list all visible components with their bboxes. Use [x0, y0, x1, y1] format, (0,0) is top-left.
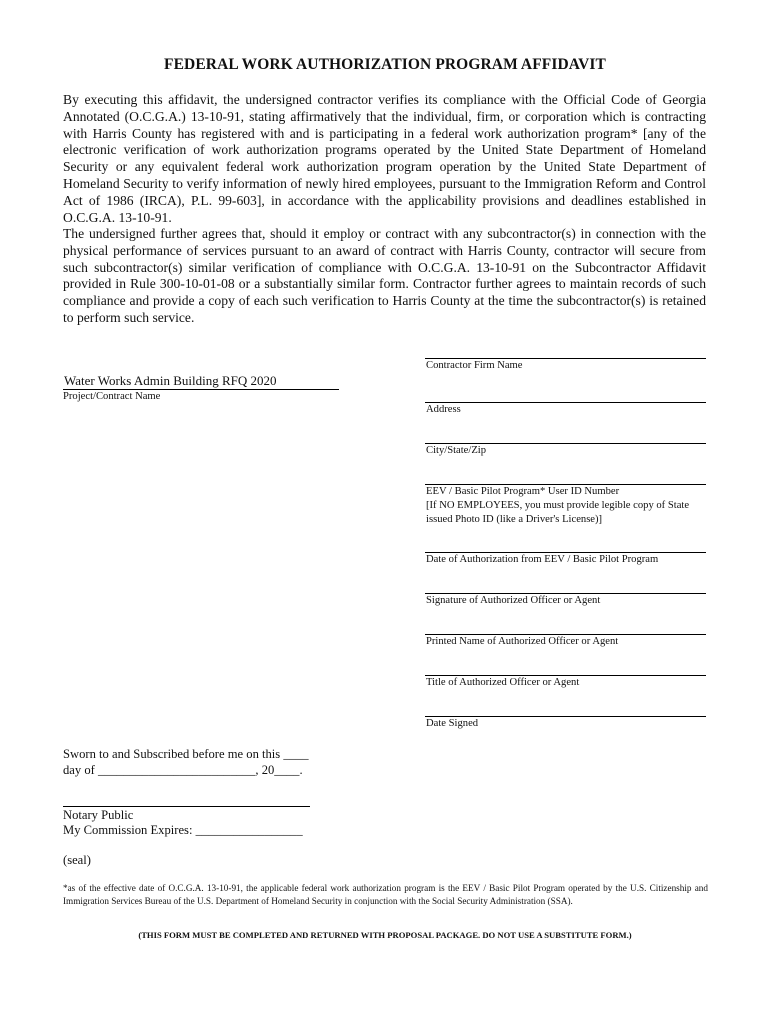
contractor-firm-name-label: Contractor Firm Name [426, 360, 523, 371]
affidavit-paragraph-1: By executing this affidavit, the undersigned contractor verifies its compliance with the Official Code of Georgia Annotated (O.C.G.A.) 13-10-91, stating affirmatively that the individual, firm, or corporation which is contracting with Harris County has registered with and is participating in a federal work authorization program* [any of the electronic verification of work authorization programs operated by the United State Department of Homeland Security or any equivalent federal work authorization program operation by the United State Department of Homeland Security to verify information of newly hired employees, pursuant to the Immigration Reform and Control Act of 1986 (IRCA), P.L. 99-603], in accordance with the applicability provisions and deadlines established in O.C.G.A. 13-10-91. [63, 92, 706, 225]
city-state-zip-label: City/State/Zip [426, 445, 487, 456]
date-signed-label: Date Signed [426, 718, 479, 729]
project-name-value[interactable]: Water Works Admin Building RFQ 2020 [64, 373, 277, 388]
affidavit-paragraph-2: The undersigned further agrees that, should it employ or contract with any subcontractor(s) in connection with the physical performance of services pursuant to an award of contract with Harris County, contractor will secure from such subcontractor(s) similar verification of compliance with O.C.G.A. 13-10-91 on the Subcontractor Affidavit provided in Rule 300-10-01-08 or a substantially similar form. Contractor further agrees to maintain records of such compliance and provide a copy of each such verification to Harris County at the time the subcontractor(s) is retained to perform such service. [63, 226, 706, 325]
project-name-label: Project/Contract Name [63, 391, 161, 402]
date-of-authorization-label: Date of Authorization from EEV / Basic Pilot Program [426, 554, 659, 565]
eev-note-line-1: [If NO EMPLOYEES, you must provide legible copy of State [426, 500, 690, 511]
sworn-line-1[interactable]: Sworn to and Subscribed before me on this ____ [63, 747, 309, 761]
eev-user-id-label: EEV / Basic Pilot Program* User ID Number [426, 486, 620, 497]
printed-name-label: Printed Name of Authorized Officer or Agent [426, 636, 619, 647]
notary-public-label: Notary Public [63, 808, 134, 822]
officer-title-label: Title of Authorized Officer or Agent [426, 677, 580, 688]
address-label: Address [426, 404, 461, 415]
form-title: FEDERAL WORK AUTHORIZATION PROGRAM AFFIDAVIT [164, 56, 606, 73]
seal-label: (seal) [63, 853, 91, 867]
sworn-line-2[interactable]: day of _________________________, 20____. [63, 763, 303, 777]
commission-expires[interactable]: My Commission Expires: _________________ [63, 823, 303, 837]
address-field[interactable] [425, 402, 706, 403]
eev-note-line-2: issued Photo ID (like a Driver's License)] [426, 514, 603, 525]
signature-label: Signature of Authorized Officer or Agent [426, 595, 601, 606]
footnote: *as of the effective date of O.C.G.A. 13-10-91, the applicable federal work authorization program is the EEV / Basic Pilot Program operated by the U.S. Citizenship and Immigration Services Bureau of the U.S. Department of Homeland Security in conjunction with the Social Security Administration (SSA). [63, 883, 708, 906]
bottom-instruction: (THIS FORM MUST BE COMPLETED AND RETURNED WITH PROPOSAL PACKAGE. DO NOT USE A SUBSTITUTE FORM.) [138, 930, 632, 940]
